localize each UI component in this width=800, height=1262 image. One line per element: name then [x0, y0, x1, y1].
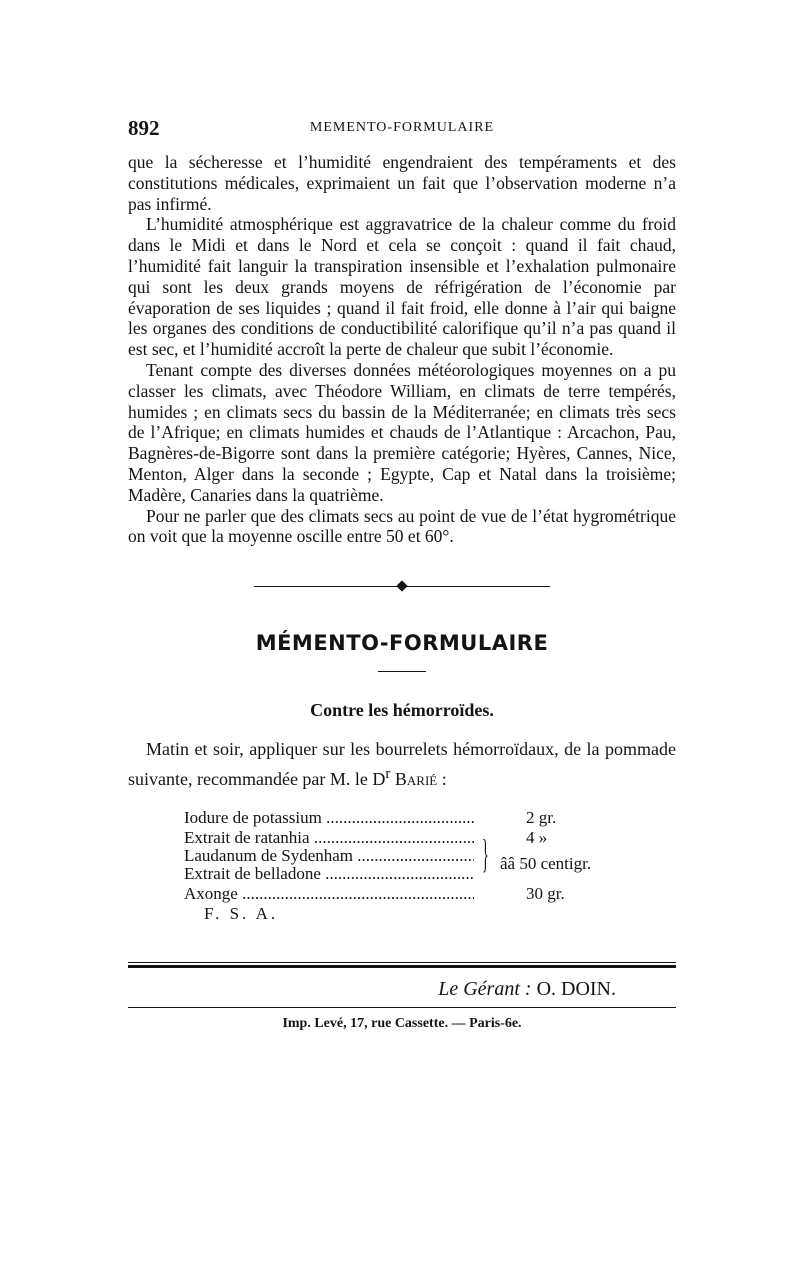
- ingredient-qty: 4 »: [526, 828, 548, 848]
- ingredient-qty: 30 gr.: [526, 884, 565, 904]
- ingredient-name: Iodure de potassium .....: [184, 808, 474, 828]
- prescription-subtitle: Contre les hémorroïdes.: [310, 700, 494, 721]
- footer-rules: [128, 962, 676, 968]
- title-rule: [378, 671, 426, 672]
- prescription-text: [128, 737, 676, 792]
- running-head: [128, 116, 676, 142]
- paragraph: L’humidité atmosphérique est aggravatrice de la chaleur comme du froid dans le Midi et dans le Nord et cela se conçoit : quand il fait chaud, l’humidité fait languir la transpiration insensible et l’exhalation pulmonaire qui sont les deux grands moyens de réfrigération de l’économie par évaporation de ses liquides ; quand il fait froid, elle donne à l’air qui baigne les organes des conditions de conductibilité calorifique qu’il n’a pas quand il est sec, et l’humidité accroît la perte de chaleur que subit l’économie.: [128, 214, 676, 360]
- paragraph: Pour ne parler que des climats secs au point de vue de l’état hygrométrique on voit que la moyenne oscille entre 50 et 60°.: [128, 505, 676, 547]
- ingredient-name: Extrait de belladone .....: [184, 864, 474, 884]
- page: [128, 116, 676, 1032]
- ingredient-qty: 2 gr.: [526, 808, 557, 828]
- section-title: MÉMENTO-FORMULAIRE: [255, 631, 549, 656]
- manager-label: Le Gérant :: [438, 978, 532, 1001]
- prescription-intro: Matin et soir, appliquer sur les bourrelets hémorroïdaux, de la pommade suivante, recommandée par M. le D: [128, 739, 676, 790]
- doctor-title-sup: r: [385, 766, 391, 783]
- brace-icon: }: [482, 831, 489, 877]
- prescription-intro-end: :: [437, 769, 447, 790]
- rule-thin: [128, 962, 676, 963]
- manager-name: O. DOIN.: [531, 978, 616, 1001]
- paragraph: que la sécheresse et l’humidité engendraient des tempéraments et des constitutions médicales, exprimaient un fait que l’observation moderne n’a pas infirmé.: [128, 152, 676, 214]
- ingredient-name: Laudanum de Sydenham .....: [184, 846, 474, 866]
- rule-bottom: [128, 1007, 676, 1008]
- ingredient-name: Extrait de ratanhia .....: [184, 828, 474, 848]
- rule-thick: [128, 965, 676, 968]
- paragraph: Tenant compte des diverses données météorologiques moyennes on a pu classer les climats, avec Théodore William, en climats de terre tempérés, humides ; en climats secs du bassin de la Méditerranée; en climats très secs de l’Afrique; en climats humides et chauds de l’Atlantique : Arcachon, Pau, Bagnères-de-Bigorre sont dans la première catégorie; Hyères, Cannes, Nice, Menton, Alger dans la seconde ; Egypte, Cap et Natal dans la troisième; Madère, Canaries dans la quatrième.: [128, 359, 676, 505]
- shared-qty: ââ 50 centigr.: [500, 854, 592, 874]
- fsa-note: F. S. A.: [204, 904, 279, 924]
- body-text: [128, 152, 676, 547]
- divider-diamond-icon: [396, 580, 407, 591]
- recipe: [128, 808, 676, 926]
- manager-line: [128, 978, 616, 1001]
- section-divider: [254, 581, 550, 593]
- doctor-name: Barié: [394, 769, 438, 790]
- page-number: 892: [128, 116, 160, 140]
- ingredient-name: Axonge .....: [184, 884, 474, 904]
- imprint: Imp. Levé, 17, rue Cassette. — Paris-6e.: [282, 1016, 522, 1032]
- running-title: MEMENTO-FORMULAIRE: [309, 120, 495, 135]
